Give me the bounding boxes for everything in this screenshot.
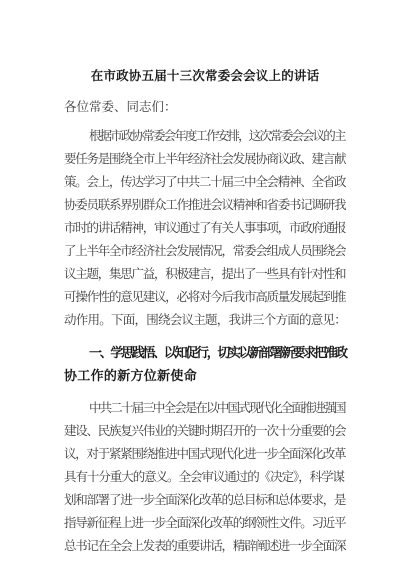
section-heading-line: 一、学思践悟、以知促行，切实以新部署新要求把准政 [89,346,346,361]
paragraph-1-line: 市时的讲话精神，审议通过了有关人事事项，市政府通报 [64,220,346,235]
paragraph-1-line: 动作用。下面，围绕会议主题，我讲三个方面的意见： [64,312,347,327]
paragraph-1-line: 策。会上，传达学习了中共二十届三中全会精神、全省政 [64,174,346,189]
paragraph-2-line: 中共二十届三中全会是在以中国式现代化全面推进强国 [89,400,345,415]
paragraph-2-line: 总书记在全会上发表的重要讲话，精辟阐述进一步全面深 [64,538,346,553]
paragraph-2-line: 具有十分重大的意义。全会审议通过的《决定》，科学谋 [64,469,345,484]
paragraph-1-line: 根据市政协常委会年度工作安排，这次常委会会议的主 [89,128,345,143]
paragraph-2-line: 建设、民族复兴伟业的关键时期召开的一次十分重要的会 [64,423,346,438]
paragraph-1-line: 协委员联系界别群众工作推进会议精神和省委书记调研我 [64,197,346,212]
paragraph-1-line: 议主题，集思广益，积极建言，提出了一些具有针对性和 [64,266,346,281]
section-heading-line: 协工作的新方位新使命 [64,369,198,384]
paragraph-2-line: 议，对于紧紧围绕推进中国式现代化进一步全面深化改革 [64,446,346,461]
salutation: 各位常委、同志们： [64,99,177,114]
paragraph-2-line: 指导新征程上进一步全面深化改革的纲领性文件。习近平 [64,515,346,530]
paragraph-1-line: 了上半年全市经济社会发展情况，常委会组成人员围绕会 [64,243,346,258]
paragraph-1-line: 要任务是围绕全市上半年经济社会发展协商议政、建言献 [64,151,346,166]
document-title: 在市政协五届十三次常委会会议上的讲话 [90,68,320,83]
paragraph-2-line: 划和部署了进一步全面深化改革的总目标和总体要求，是 [64,492,346,507]
paragraph-1-line: 可操作性的意见建议，必将对今后我市高质量发展起到推 [64,289,346,304]
